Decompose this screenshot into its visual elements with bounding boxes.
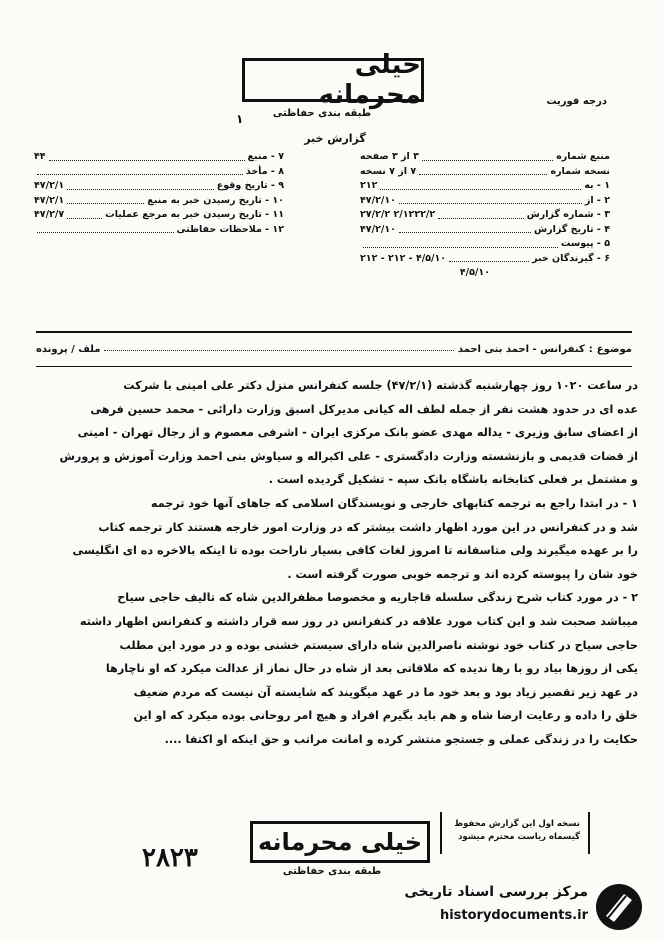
body-line: ۲ - در مورد کتاب شرح زندگی سلسله قاجاریه و مخصوصا مظفرالدین شاه که تالیف حاجی سیاح [117, 591, 638, 605]
bottom-classification-stamp [250, 821, 430, 863]
field-label: ۱ - به [584, 180, 610, 191]
fields-right-column [360, 150, 610, 281]
field-value: ۷ از ۷ نسخه [360, 165, 417, 177]
field-row [34, 165, 284, 180]
field-label: ۱۱ - تاریخ رسیدن خبر به مرجع عملیات [105, 209, 284, 220]
field-value: ۴۴ [34, 151, 46, 162]
stamp-number: ۱ [236, 112, 244, 126]
distribution-note-box [440, 812, 590, 854]
body-line: از قضات قدیمی و بازنشسته وزارت دادگستری - علی اکبراله و سیاوش بنی احمد وزارت آموزش و پرورش [59, 449, 638, 463]
handwritten-number: ۲۸۲۳ [142, 843, 198, 873]
body-line: حکایت را در زندگی عملی و جستجو منتشر کرده و امانت مراتب و حق اینکه او اکتفا .... [164, 732, 638, 746]
field-row [360, 252, 610, 267]
archive-logo-icon [594, 882, 644, 932]
note-line: گیسماه ریاست محترم میشود [458, 832, 580, 842]
body-line: میباشد صحبت شد و این کتاب مورد علاقه در کنفرانس در روز سه قرار داشته و کنفرانس اظهار داشته [79, 614, 638, 628]
field-row [34, 208, 284, 223]
field-label: ۷ - منبع [247, 151, 284, 162]
body-line: شد و در کنفرانس در این مورد اظهار داشت بیشتر که در وزارت امور خارجه هستند کار ترجمه کتاب [98, 520, 638, 534]
field-label: ۹ - تاریخ وقوع [216, 180, 284, 191]
field-label: ۴ - تاریخ گزارش [534, 223, 610, 235]
field-label: ۳ - شماره گزارش [526, 209, 610, 220]
file-label: ملف / پرونده [36, 344, 101, 355]
field-row [34, 179, 284, 194]
report-body [32, 374, 638, 752]
field-value: ۴۷/۲/۱۰ [360, 223, 396, 235]
field-value: ۲۱۲ [360, 180, 378, 191]
field-row [360, 194, 610, 209]
watermark-url: historydocuments.ir [439, 908, 588, 923]
field-row [360, 223, 610, 238]
body-line: در ساعت ۱۰۲۰ روز چهارشنبه گذشته (۴۷/۲/۱) جلسه کنفرانس منزل دکتر علی امینی با شرکت [123, 379, 638, 392]
watermark [386, 880, 648, 936]
field-value: ۴۷/۲/۱ [34, 180, 65, 191]
field-label: ۶ - گیرندگان خبر [532, 252, 610, 264]
body-line: و مشتمل بر فعلی کتابخانه باشگاه بانک سپه - تشکیل گردیده است . [268, 473, 638, 487]
body-line: یکی از روزها بیاد رو با رها ندیده که ملاقاتی بعد از شاه در حال نماز از عدالت میکرد که او ناچارها [105, 662, 638, 676]
field-label: ۱۰ - تاریخ رسیدن خبر به منبع [147, 194, 284, 206]
field-label: ۱۲ - ملاحظات حفاظتی [176, 223, 284, 235]
body-line: در عهد زیر تقصیر زیاد بود و بعد خود ما در عهد میگویند که شایسته آن نیست که مردم ضعیف [133, 685, 638, 699]
subject-line: موضوع : کنفرانس - احمد بنی احمد ملف / پرونده [36, 344, 632, 355]
field-row [34, 150, 284, 165]
field-value: ۴۷/۲/۱۰ [360, 194, 396, 206]
body-line: خلق را داده و رعایت ارضا شاه و هم باید بگیرم افراد و هیچ امر روحانی بوده میکرد که او این [133, 709, 638, 723]
field-value: ۳ از ۳ صفحه [360, 151, 419, 162]
fields-left-column [34, 150, 284, 237]
field-value: ۴۷/۲/۷ [34, 209, 65, 220]
footer-code-row [360, 266, 610, 281]
field-row [360, 237, 610, 252]
bottom-classification-sub: طبقه بندی حفاظتی [282, 866, 382, 877]
field-label: ۸ - مأخذ [245, 165, 284, 177]
classification-stamp-text: خیلی محرمانه [318, 50, 421, 110]
subject-divider [36, 366, 632, 367]
subject-label: موضوع [596, 344, 632, 355]
field-label: منبع شماره [556, 151, 610, 162]
body-line: عده ای در حدود هشت نفر از جمله لطف اله کیانی مدیرکل اسبق وزارت دارائی - محمد حسین فرهی [90, 402, 638, 416]
field-label: ۵ - پیوست [560, 238, 610, 249]
field-value: ۲/۱۲۲۲/۲ ۲۷/۲/۲ [360, 209, 436, 220]
footer-code: ۴/۵/۱۰ [459, 267, 490, 278]
subject-text: کنفرانس - احمد بنی احمد [457, 344, 585, 355]
body-line: از اعضای سابق وزیری - یداله مهدی عضو بانک مرکزی ایران - اشرفی معصوم و از رجال تهران - امینی [77, 426, 638, 440]
field-value: ۴/۵/۱۰ - ۲۱۲ - ۲۱۲ [360, 252, 447, 264]
field-label: ۲ - از [584, 194, 610, 206]
body-line: حاجی سیاح در کتاب خود نوشته ناصرالدین شاه دارای سیستم خشنی بوده و در مورد این مطلب [119, 638, 638, 652]
field-value: ۴۷/۲/۱ [34, 194, 65, 206]
divider-line [36, 331, 632, 333]
field-row [360, 179, 610, 194]
body-line: خود شان را پیوسته کرده اند و ترجمه خوبی صورت گرفته است . [287, 567, 638, 581]
classification-sub-label: طبقه بندی حفاظتی [272, 108, 372, 119]
field-row [34, 194, 284, 209]
note-line: نسخه اول این گزارش محفوظ [454, 819, 580, 829]
bottom-stamp-text: خیلی محرمانه [257, 828, 423, 856]
body-line: را بر عهده میگیرند ولی متاسفانه تا امروز لغات کافی بسیار ناراحت بوده تا اینکه بالاخره ده ای انگلیسی [72, 544, 638, 558]
urgency-label: درجه فوریت [546, 96, 607, 107]
field-row [360, 208, 610, 223]
field-row [34, 223, 284, 238]
classification-stamp [242, 50, 424, 110]
watermark-title: مرکز بررسی اسناد تاریخی [404, 884, 588, 900]
field-row [360, 165, 610, 180]
field-label: نسخه شماره [550, 165, 610, 177]
body-line: ۱ - در ابتدا راجع به ترجمه کتابهای خارجی و نویسندگان اسلامی که جاهای آنها خود ترجمه [150, 496, 638, 510]
report-title: گزارش خبر [304, 132, 366, 145]
field-row [360, 150, 610, 165]
